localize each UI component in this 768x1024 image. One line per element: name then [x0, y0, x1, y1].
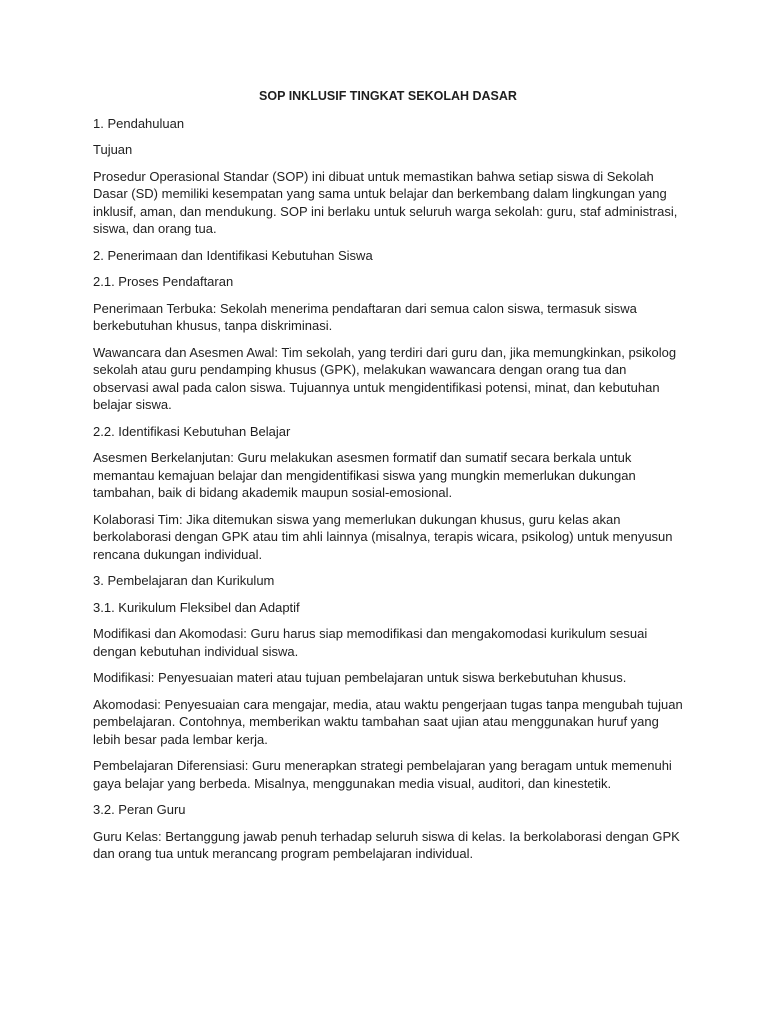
document-title: SOP INKLUSIF TINGKAT SEKOLAH DASAR	[259, 89, 517, 103]
paragraph-wawancara-asesmen: Wawancara dan Asesmen Awal: Tim sekolah, yang terdiri dari guru dan, jika memungkinkan, psikolog sekolah atau guru pendamping khusus (GPK), melakukan wawancara dengan orang tua dan observasi awal pada calon siswa. Tujuannya untuk mengidentifikasi potensi, minat, dan kebutuhan belajar siswa.	[93, 344, 677, 412]
document-body	[93, 88, 683, 872]
subheading-kurikulum-fleksibel: 3.1. Kurikulum Fleksibel dan Adaptif	[93, 599, 300, 615]
subheading-peran-guru: 3.2. Peran Guru	[93, 802, 186, 817]
paragraph-modifikasi-akomodasi: Modifikasi dan Akomodasi: Guru harus siap memodifikasi dan mengakomodasi kurikulum sesuai dengan kebutuhan individual siswa.	[93, 626, 648, 659]
section-heading-pembelajaran: 3. Pembelajaran dan Kurikulum	[93, 573, 275, 588]
subheading-identifikasi-kebutuhan: 2.2. Identifikasi Kebutuhan Belajar	[93, 423, 291, 439]
paragraph-asesmen-berkelanjutan: Asesmen Berkelanjutan: Guru melakukan asesmen formatif dan sumatif secara berkala untuk memantau kemajuan belajar dan mengidentifikasi siswa yang mungkin memerlukan dukungan tambahan, baik di bidang akademik maupun sosial-emosional.	[93, 450, 636, 500]
paragraph-tujuan: Prosedur Operasional Standar (SOP) ini dibuat untuk memastikan bahwa setiap siswa di Sekolah Dasar (SD) memiliki kesempatan yang sama untuk belajar dan berkembang dalam lingkungan yang inklusif, aman, dan mendukung. SOP ini berlaku untuk seluruh warga sekolah: guru, staf administrasi, siswa, dan orang tua.	[93, 168, 678, 236]
paragraph-akomodasi: Akomodasi: Penyesuaian cara mengajar, media, atau waktu pengerjaan tugas tanpa mengubah tujuan pembelajaran. Contohnya, memberikan waktu tambahan saat ujian atau menggunakan huruf yang lebih besar pada lembar kerja.	[93, 696, 683, 747]
paragraph-diferensiasi: Pembelajaran Diferensiasi: Guru menerapkan strategi pembelajaran yang beragam untuk memenuhi gaya belajar yang berbeda. Misalnya, menggunakan media visual, auditori, dan kinestetik.	[93, 758, 672, 791]
section-heading-pendahuluan: 1. Pendahuluan	[93, 115, 185, 131]
paragraph-penerimaan-terbuka: Penerimaan Terbuka: Sekolah menerima pendaftaran dari semua calon siswa, termasuk siswa berkebutuhan khusus, tanpa diskriminasi.	[93, 300, 637, 333]
subheading-proses-pendaftaran: 2.1. Proses Pendaftaran	[93, 274, 234, 289]
paragraph-kolaborasi-tim: Kolaborasi Tim: Jika ditemukan siswa yang memerlukan dukungan khusus, guru kelas akan berkolaborasi dengan GPK atau tim ahli lainnya (misalnya, terapis wicara, psikolog) untuk menyusun rencana dukungan individual.	[93, 511, 673, 562]
paragraph-modifikasi: Modifikasi: Penyesuaian materi atau tujuan pembelajaran untuk siswa berkebutuhan khusus.	[93, 670, 627, 685]
subheading-tujuan: Tujuan	[93, 142, 133, 157]
section-heading-penerimaan: 2. Penerimaan dan Identifikasi Kebutuhan Siswa	[93, 247, 373, 263]
paragraph-guru-kelas: Guru Kelas: Bertanggung jawab penuh terhadap seluruh siswa di kelas. Ia berkolaborasi dengan GPK dan orang tua untuk merancang program pembelajaran individual.	[93, 828, 680, 861]
